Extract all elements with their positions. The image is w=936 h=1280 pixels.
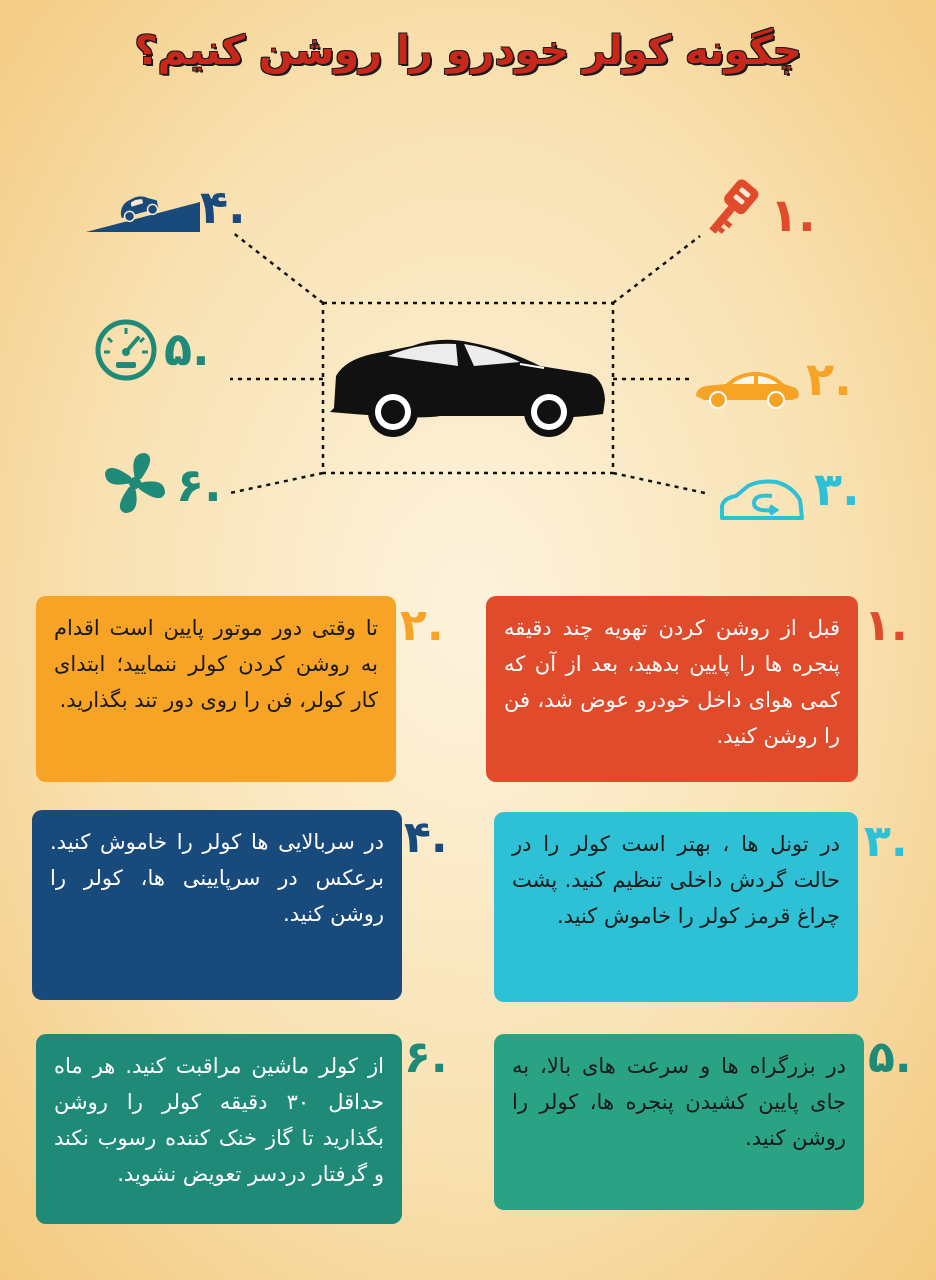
- car-key-icon: [696, 176, 766, 242]
- air-recirculation-icon: [714, 476, 808, 528]
- tip-card-1: قبل از روشن کردن تهویه چند دقیقه پنجره ها را پایین بدهید، بعد از آن که کمی هوای داخل خودرو عوض شد، فن را روشن کنید.: [486, 596, 858, 782]
- tip-number-5: ۵.: [868, 1032, 912, 1083]
- tip-card-2: تا وقتی دور موتور پایین است اقدام به روشن کردن کولر ننمایید؛ ابتدای کار کولر، فن را روی دور تند بگذارید.: [36, 596, 396, 782]
- tip-card-6: از کولر ماشین مراقبت کنید. هر ماه حداقل ۳۰ دقیقه کولر را روشن بگذارید تا گاز خنک کننده رسوب نکند و گرفتار دردسر تعویض نشوید.: [36, 1034, 402, 1224]
- diagram-number-3: ۳.: [814, 462, 860, 516]
- speedometer-icon: [94, 318, 158, 382]
- tip-number-2: ۲.: [400, 600, 444, 651]
- tip-number-4: ۴.: [404, 812, 448, 863]
- diagram-number-5: ۵.: [164, 322, 210, 376]
- tip-number-3: ۳.: [864, 816, 908, 867]
- tip-card-5: در بزرگراه ها و سرعت های بالا، به جای پایین کشیدن پنجره ها، کولر را روشن کنید.: [494, 1034, 864, 1210]
- car-icon: [330, 340, 605, 437]
- tip-card-3: در تونل ها ، بهتر است کولر را در حالت گردش داخلی تنظیم کنید. پشت چراغ قرمز کولر را خاموش کنید.: [494, 812, 858, 1002]
- diagram-number-2: ۲.: [806, 352, 852, 406]
- diagram-number-1: ۱.: [770, 188, 816, 242]
- tip-number-6: ۶.: [404, 1032, 448, 1083]
- tip-number-1: ۱.: [864, 600, 908, 651]
- fan-icon: [100, 448, 170, 518]
- tip-card-4: در سربالایی ها کولر را خاموش کنید. برعکس در سرپایینی ها، کولر را روشن کنید.: [32, 810, 402, 1000]
- page-title: چگونه کولر خودرو را روشن کنیم؟: [134, 28, 802, 74]
- diagram-number-6: ۶.: [176, 458, 222, 512]
- car-side-icon: [692, 366, 802, 410]
- uphill-car-icon: [84, 186, 202, 234]
- diagram-number-4: ۴.: [200, 180, 246, 234]
